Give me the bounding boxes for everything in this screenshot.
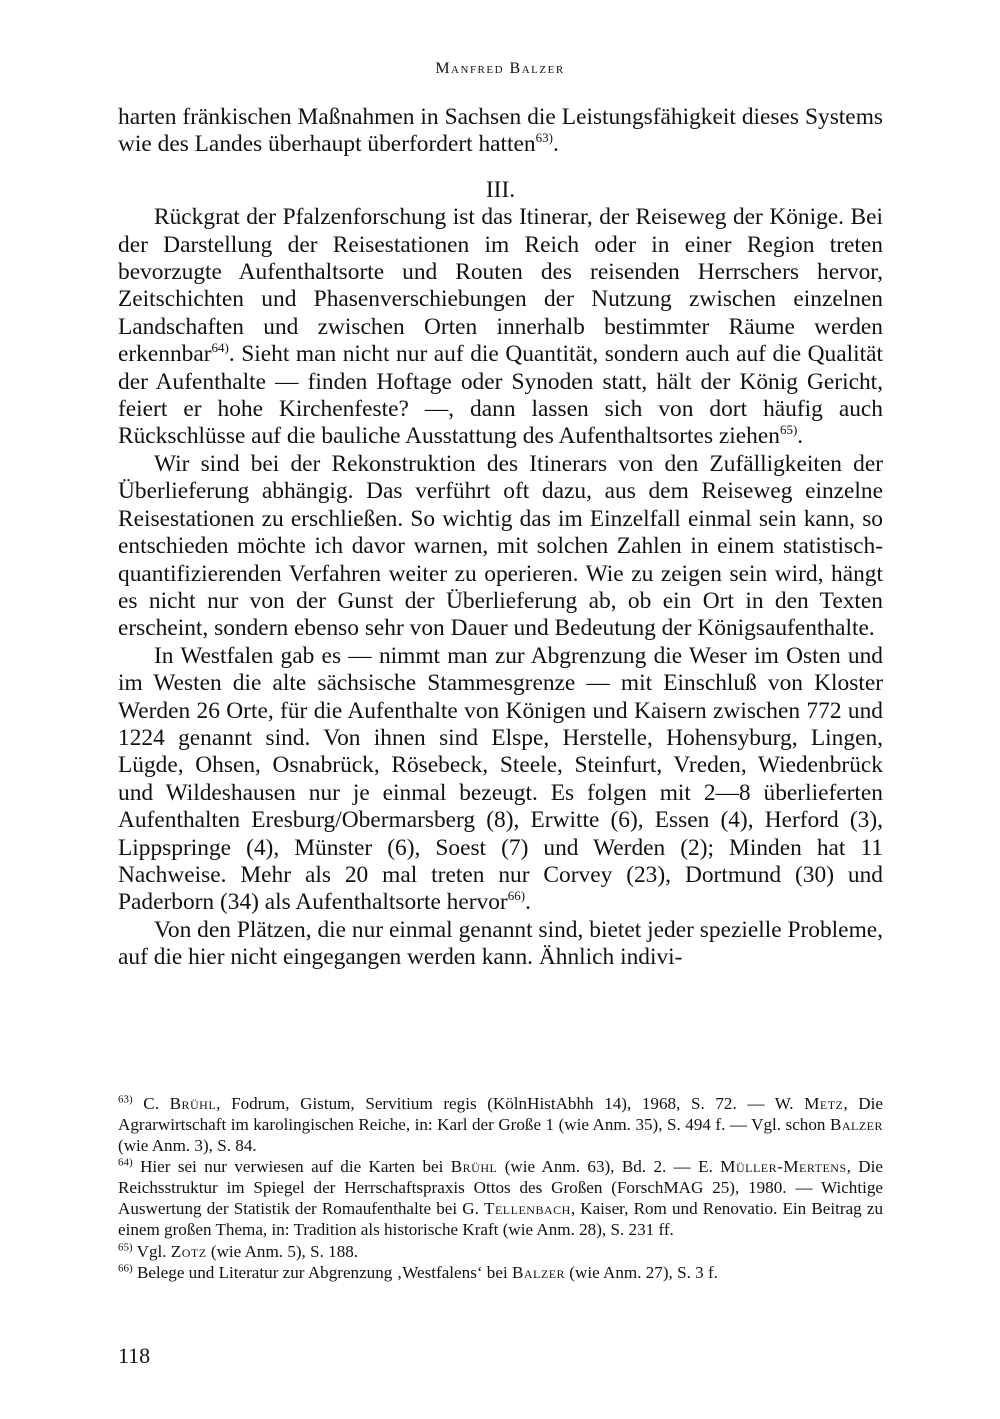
footnote-text: (wie Anm. 27), S. 3 f. (565, 1263, 718, 1283)
paragraph-1-part-2: . Sieht man nicht nur auf die Quantität, sondern auch auf die Qualität der Aufenthalte — finden Hoftage oder Synoden statt, hält der König Gericht, feiert er hohe Kirchenfeste? —, dann lassen sich von dort häufig auch Rückschlüsse auf die bauliche Ausstattung des Aufenthaltsortes ziehen (118, 341, 883, 450)
body-text (118, 104, 883, 972)
section-number: III. (485, 176, 516, 203)
footnote-66 (118, 1263, 883, 1284)
author-name: Metz (804, 1094, 844, 1113)
paragraph-3-part-1: In Westfalen gab es — nimmt man zur Abgrenzung die Weser im Osten und im Westen die alte sächsische Stammesgrenze — mit Einschluß von Kloster Werden 26 Orte, für die Aufenthalte von Königen und Kaisern zwischen 772 und 1224 genannt sind. Von ihnen sind Elspe, Herstelle, Hohensyburg, Lingen, Lügde, Ohsen, Osnabrück, Rösebeck, Steele, Steinfurt, Vreden, Wiedenbrück und Wildeshausen nur je einmal bezeugt. Es folgen mit 2—8 überlieferten Aufenthalten Eresburg/Obermarsberg (8), Erwitte (6), Essen (4), Herford (3), Lippspringe (4), Münster (6), Soest (7) und Werden (2); Minden hat 11 Nachweise. Mehr als 20 mal treten nur Corvey (23), Dortmund (30) und Paderborn (34) als Aufenthaltsorte hervor (118, 642, 883, 916)
footnote-text: C. (132, 1094, 170, 1113)
paragraph-4-text: Von den Plätzen, die nur einmal genannt sind, bietet jeder spezielle Probleme, auf die hier nicht eingegangen werden kann. Ähnlich indivi- (118, 916, 883, 971)
author-name: Brühl (450, 1157, 498, 1177)
footnote-text: Vgl. (132, 1241, 171, 1261)
running-head: Manfred Balzer (435, 60, 565, 77)
footnote-text: , Fodrum, Gistum, Servitium regis (KölnHistAbhh 14), 1968, S. 72. — W. (216, 1094, 805, 1113)
footnote-65 (118, 1242, 883, 1263)
footnote-64 (118, 1157, 883, 1240)
footnote-mark: 63) (118, 1093, 133, 1106)
footnote-mark: 66) (118, 1262, 133, 1275)
continuation-text: harten fränkischen Maßnahmen in Sachsen die Leistungsfähigkeit dieses Systems wie des Landes überhaupt überfordert hatten (118, 104, 883, 158)
footnote-63 (118, 1094, 883, 1156)
footnote-text: Hier sei nur verwiesen auf die Karten bei (132, 1157, 451, 1177)
footnote-ref-66[interactable]: 66) (507, 888, 526, 904)
author-name: Tellenbach (484, 1198, 571, 1218)
paragraph-2-text: Wir sind bei der Rekonstruktion des Itinerars von den Zufälligkeiten der Überlieferung abhängig. Das verführt oft dazu, aus dem Reiseweg einzelne Reisestationen zu erschließen. So wichtig das im Einzelfall einmal sein kann, so entschieden möchte ich davor warnen, mit solchen Zahlen in einem statistisch-quantifizierenden Verfahren weiter zu operieren. Wie zu zeigen sein wird, hängt es nicht nur von der Gunst der Überlieferung ab, ob ein Ort in den Texten erscheint, sondern ebenso sehr von Dauer und Bedeutung der Königsaufenthalte. (118, 450, 883, 642)
paragraph-4 (118, 917, 883, 972)
author-name: Zotz (170, 1241, 207, 1261)
footnote-text: (wie Anm. 5), S. 188. (206, 1241, 359, 1261)
paragraph-2 (118, 451, 883, 643)
footnotes (118, 1094, 883, 1285)
paragraph-1-part-1: Rückgrat der Pfalzenforschung ist das Itinerar, der Reiseweg der Könige. Bei der Darstellung der Reisestationen im Reich oder in einer Region treten bevorzugte Aufenthaltsorte und Routen des reisenden Herrschers hervor, Zeitschichten und Phasenverschiebungen der Nutzung zwischen einzelnen Landschaften und zwischen Orten innerhalb bestimmter Räume werden erkennbar (118, 204, 883, 368)
author-name: Balzer (511, 1263, 566, 1283)
page-number: 118 (118, 1343, 151, 1368)
footnote-text: , Die Reichsstruktur im Spiegel der Herrschaftspraxis Ottos des Großen (ForschMAG 25), 1980. — Wichtige Auswertung der Statistik der Romaufenthalte bei G. (118, 1157, 883, 1218)
paragraph-3-part-2: . (525, 889, 531, 916)
continuation-end: . (552, 131, 559, 158)
footnote-ref-65[interactable]: 65) (779, 422, 798, 438)
author-name: Balzer (829, 1114, 883, 1134)
author-name: Müller-Mertens (720, 1157, 847, 1177)
footnote-text: , Die Agrarwirtschaft im karolingischen Reiche, in: Karl der Große 1 (wie Anm. 35), S. 494 f. — Vgl. schon (118, 1094, 883, 1134)
footnote-mark: 64) (118, 1156, 133, 1169)
footnote-text: (wie Anm. 63), Bd. 2. — E. (497, 1157, 721, 1177)
footnote-ref-63[interactable]: 63) (535, 130, 553, 146)
continuation-paragraph (118, 104, 883, 159)
author-name: Brühl (169, 1094, 217, 1113)
footnote-mark: 65) (118, 1240, 133, 1253)
footnote-ref-64[interactable]: 64) (211, 340, 229, 356)
paragraph-1 (118, 204, 883, 451)
paragraph-3 (118, 643, 883, 917)
footnote-text: , Kaiser, Rom und Renovatio. Ein Beitrag zu einem großen Thema, in: Tradition als historische Kraft (wie Anm. 28), S. 231 ff. (118, 1198, 883, 1239)
footnote-text: (wie Anm. 3), S. 84. (118, 1135, 257, 1155)
paragraph-1-part-3: . (797, 423, 804, 450)
footnote-text: Belege und Literatur zur Abgrenzung ‚Westfalens‘ bei (132, 1263, 512, 1283)
